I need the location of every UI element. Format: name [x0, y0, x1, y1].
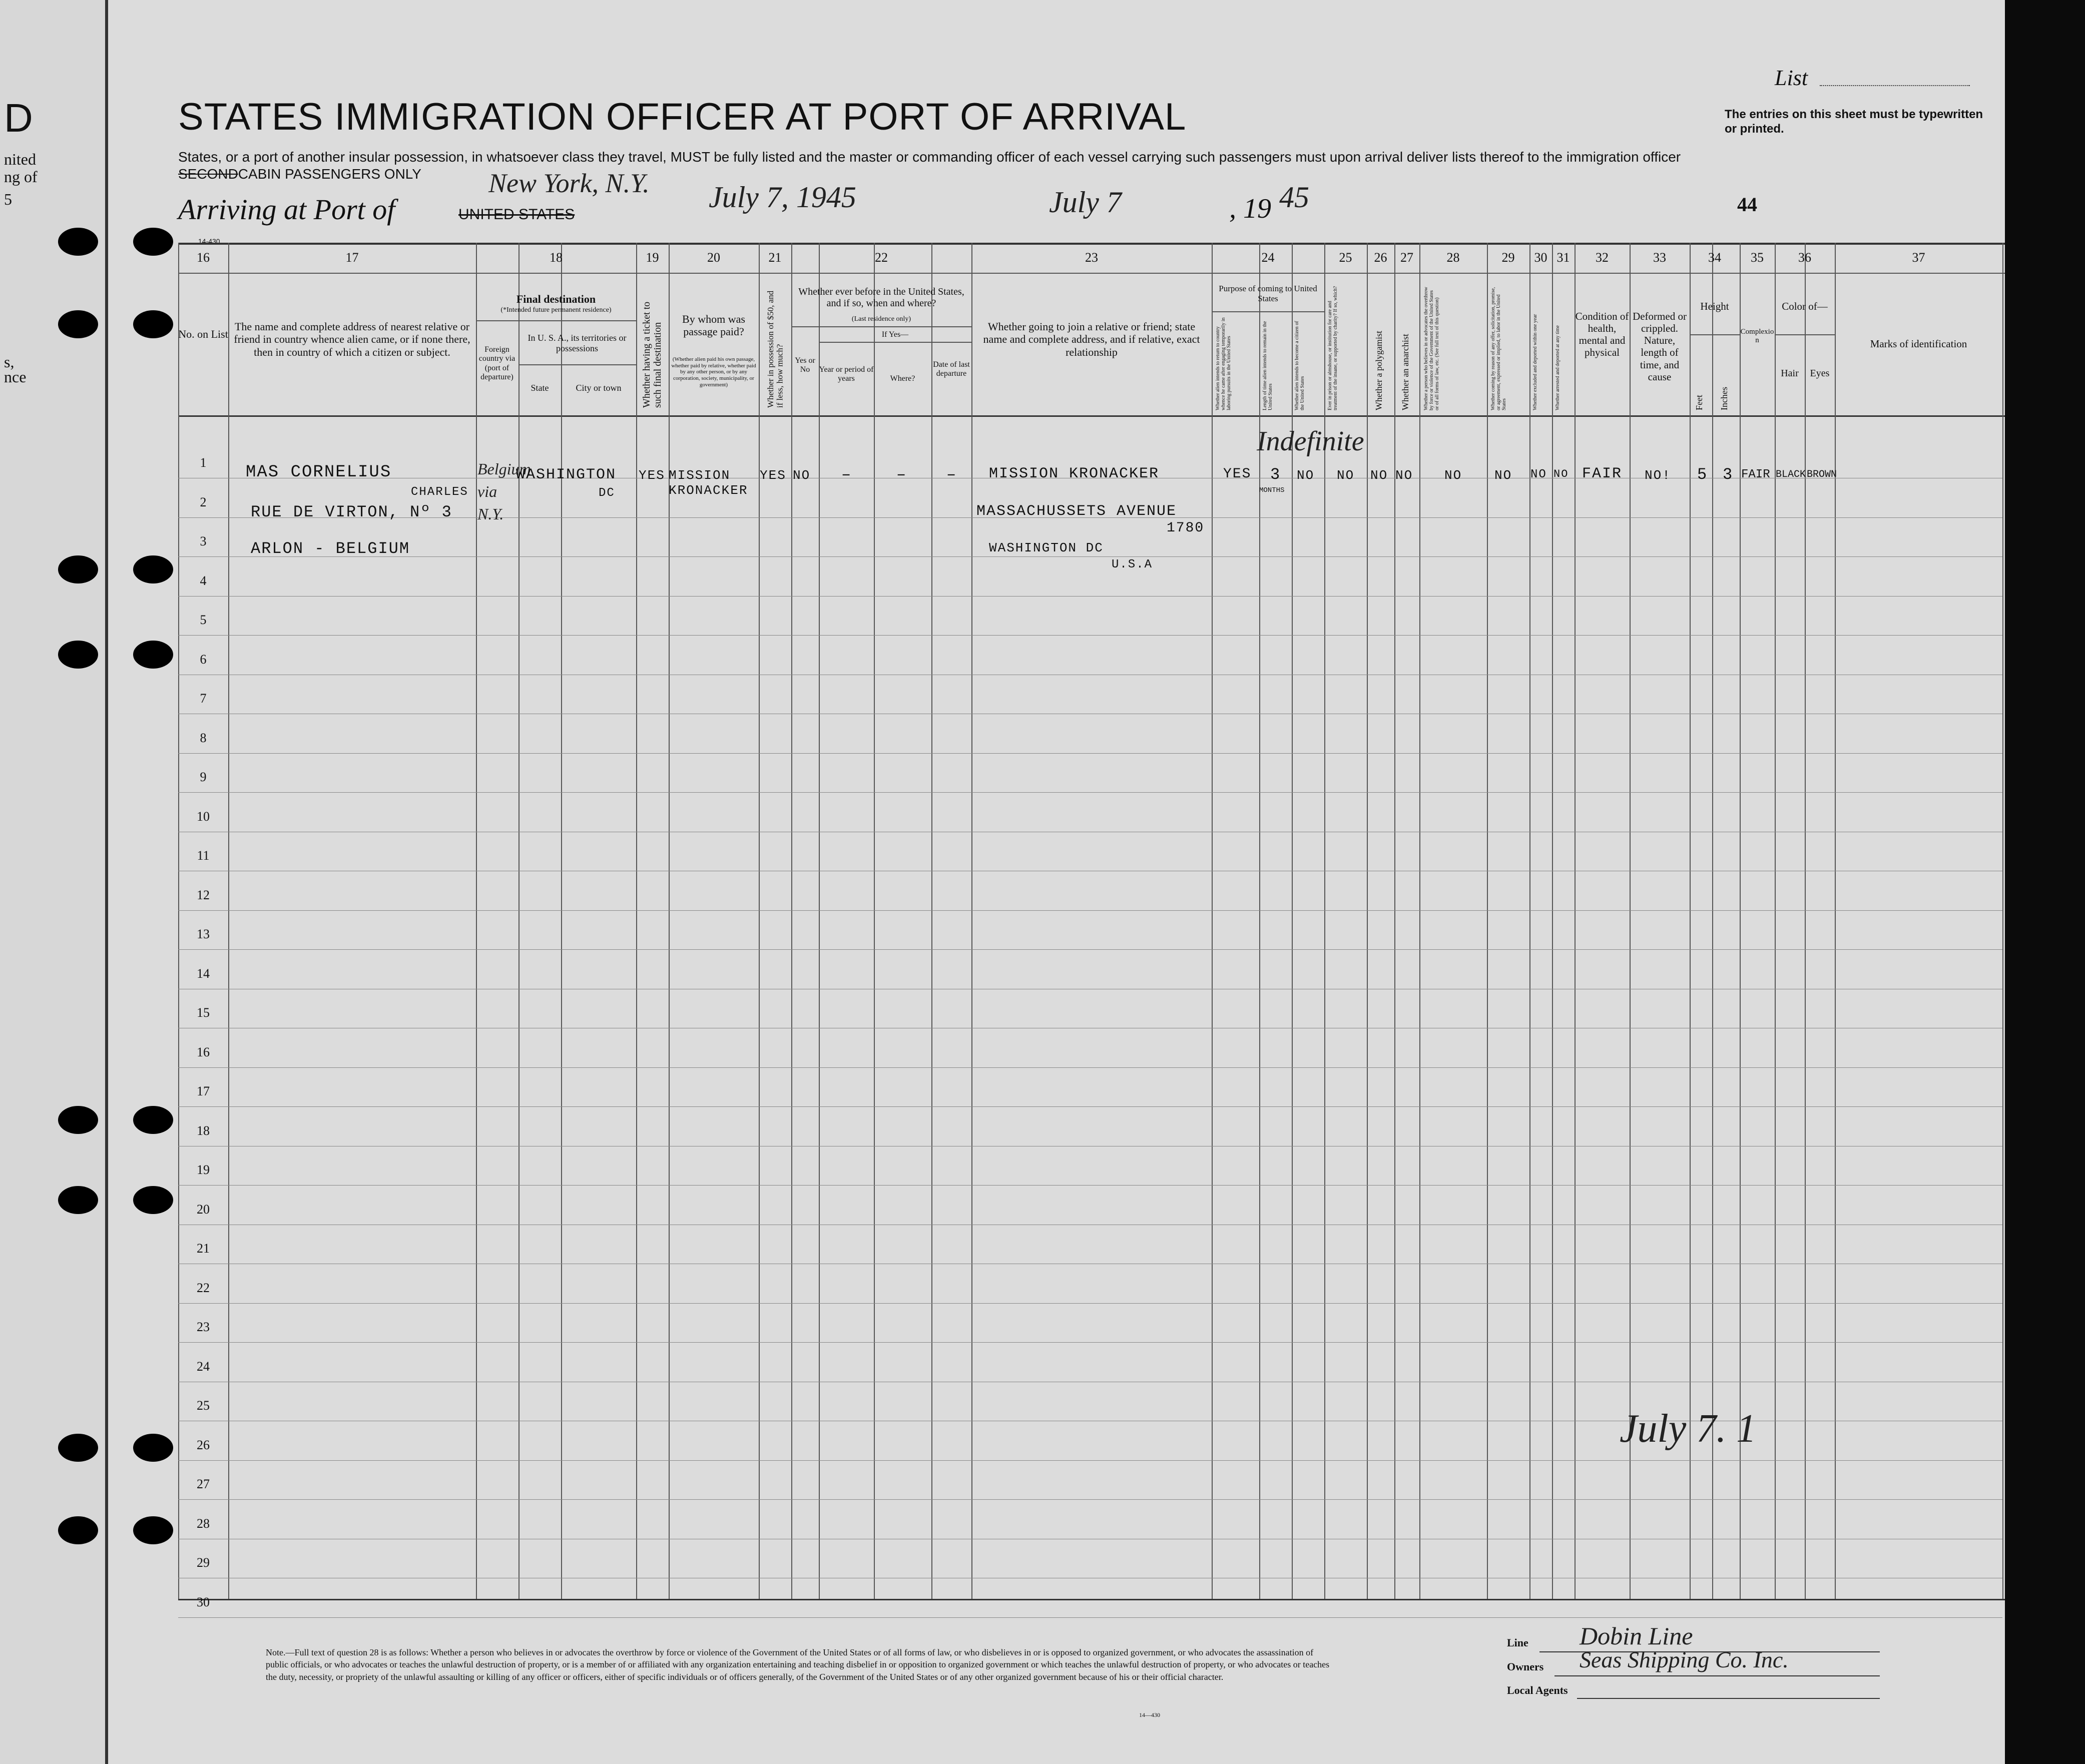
row-number: 9 [200, 770, 207, 784]
column-rule [2002, 243, 2003, 1599]
punch-hole [58, 228, 98, 256]
owners-value: Seas Shipping Co. Inc. [1580, 1647, 1789, 1672]
header-state: State [531, 383, 549, 393]
health-answer: FAIR [1582, 465, 1623, 482]
header-excluded: Whether excluded and deported within one year [1532, 314, 1538, 410]
relative-address: RUE DE VIRTON, Nº 3 [251, 503, 452, 521]
arrival-date-handwritten: July 7 [1049, 186, 1122, 219]
header-complexion: Complexion [1740, 328, 1774, 345]
column-number: 30 [1534, 250, 1547, 265]
column-number: 34 [1708, 250, 1721, 265]
header-final-destination-sub: (*Intended future permanent residence) [500, 306, 612, 314]
header-height: Height [1700, 300, 1729, 312]
column-number: 18 [550, 250, 563, 265]
header-year-period: Year or period of years [819, 365, 874, 383]
header-bottom-rule [178, 415, 2005, 417]
local-agents-underline [1577, 1698, 1880, 1699]
form-code-top: 14-430 [198, 237, 220, 245]
owners-underline [1554, 1675, 1880, 1676]
before-us-answer: NO [793, 468, 811, 483]
punch-hole [58, 1434, 98, 1462]
dash: – [896, 465, 907, 484]
row-number: 8 [200, 731, 207, 745]
header-color-of: Color of— [1782, 300, 1828, 312]
punch-hole [133, 1106, 173, 1134]
row-rule [178, 949, 2002, 950]
row-number: 19 [197, 1162, 210, 1177]
punch-hole [133, 310, 173, 338]
row-number: 28 [197, 1516, 210, 1531]
header-final-destination: Final destination [516, 293, 596, 305]
column-number: 32 [1596, 250, 1609, 265]
row-number: 7 [200, 691, 207, 706]
row-rule [178, 1460, 2002, 1461]
arriving-port-handwritten: New York, N.Y. [488, 168, 650, 198]
header-subrule [791, 326, 971, 327]
row-number: 10 [197, 809, 210, 824]
destination-city: DC [599, 486, 615, 500]
manifest-sheet [108, 0, 2005, 1764]
line-value: Dobin Line [1580, 1622, 1693, 1650]
column-rule [874, 243, 875, 1599]
header-feet: Feet [1694, 395, 1704, 410]
question-29-answer: NO [1494, 468, 1512, 483]
row-number: 2 [200, 495, 207, 509]
column-rule [1212, 243, 1213, 1599]
header-where: Where? [890, 374, 915, 383]
relative-city-country: ARLON - BELGIUM [251, 539, 410, 558]
row-number: 23 [197, 1320, 210, 1334]
column-rule [518, 243, 519, 1599]
row-number: 5 [200, 613, 207, 627]
fifty-dollars-answer: YES [760, 468, 786, 483]
punch-hole [58, 641, 98, 669]
header-ever-before-us: Whether ever before in the United States, and if so, when and where? [798, 286, 964, 309]
column-rule [228, 243, 229, 1599]
column-rule [1630, 243, 1631, 1599]
dash: – [841, 465, 852, 484]
anarchist-answer: NO [1395, 468, 1413, 483]
relative-name-cont: CHARLES [411, 485, 468, 499]
column-rule [971, 243, 972, 1599]
header-hair: Hair [1781, 368, 1799, 379]
length-number: 3 [1270, 465, 1281, 484]
header-foreign-via: Foreign country via (port of departure) [478, 345, 515, 382]
column-number: 19 [646, 250, 659, 265]
column-number: 22 [875, 250, 888, 265]
list-note: The entries on this sheet must be typewritten or printed. [1725, 108, 1983, 136]
column-rule [1394, 243, 1395, 1599]
column-rule [1552, 243, 1553, 1599]
column-rule [1712, 243, 1713, 1599]
column-number-rule [178, 273, 2005, 274]
join-street: MASSACHUSSETS AVENUE [976, 503, 1177, 520]
column-rule [669, 243, 670, 1599]
header-question-28: Whether a person who believes in or advocates the overthrow by force or violence of the Government of the United States or of all forms of law, etc. (See full text of this question) [1423, 287, 1440, 410]
header-subrule [476, 320, 636, 321]
row-number: 27 [197, 1477, 210, 1491]
table-top-rule [178, 243, 2005, 245]
row-number: 17 [197, 1084, 210, 1098]
header-length-of-time: Length of time alien intends to remain in the United States [1262, 321, 1273, 410]
join-city: WASHINGTON DC [989, 540, 1104, 555]
list-number-line [1820, 85, 1970, 86]
line-label: Line [1507, 1636, 1528, 1649]
deformed-answer: NO! [1645, 468, 1671, 483]
column-rule [1529, 243, 1530, 1599]
column-number: 20 [707, 250, 720, 265]
fragment-text: ng of [4, 168, 38, 186]
page-number: 44 [1737, 193, 1757, 216]
join-name: MISSION KRONACKER [989, 465, 1160, 482]
question-30-answer: NO [1530, 468, 1547, 481]
bottom-handwritten-date: July 7. 1 [1620, 1407, 1757, 1451]
row-number: 3 [200, 534, 207, 548]
row-rule [178, 1342, 2002, 1343]
column-number: 16 [197, 250, 210, 265]
row-rule [178, 596, 2002, 597]
header-passage-paid-sub: (Whether alien paid his own passage, whether paid by relative, whether paid by any other person, or by any corporation, society, municipality, or government) [671, 356, 756, 388]
header-polygamist: Whether a polygamist [1374, 331, 1384, 410]
header-health: Condition of health, mental and physical [1575, 310, 1629, 359]
punch-hole [133, 1516, 173, 1544]
join-country: U.S.A [1112, 558, 1153, 571]
row-number: 29 [197, 1555, 210, 1570]
header-nearest-relative: The name and complete address of nearest relative or friend in country whence alien came, or if none there, then in country of which a citizen or subject. [234, 320, 470, 358]
header-subrule [1212, 311, 1324, 312]
punch-hole [133, 1186, 173, 1214]
citizen-answer: NO [1297, 468, 1315, 483]
header-labor-offer: Whether coming by reason of any offer, solicitation, promise, or agreement, expressed or implied, to labor in the United States [1490, 287, 1507, 410]
row-number: 24 [197, 1359, 210, 1374]
column-rule [1805, 243, 1806, 1599]
question-28-note: Note.—Full text of question 28 is as follows: Whether a person who believes in or advocates the overthrow by force or violence of the Government of the United States or of all forms of law, or who disbelieves in or is opposed to organized government, or who advocates the assassination of public officials, or who advocates or teaches the unlawful destruction of property, or is a member of or affiliated with any organization entertaining and teaching disbelief in or opposition to organized government or which teaches the unlawful destruction of property, or who advocates or teaches the duty, necessity, or propriety of the unlawful assaulting or killing of any officer or officers, either of specific individuals or of officers generally, of the Government of the United States or of any other organized government because of his or their official character. [266, 1647, 1330, 1682]
header-last-departure: Date of last departure [933, 360, 970, 378]
column-number: 36 [1798, 250, 1811, 265]
sailing-date-handwritten: July 7, 1945 [709, 181, 856, 214]
punch-hole [58, 1516, 98, 1544]
row-number: 26 [197, 1438, 210, 1452]
row-rule [178, 1185, 2002, 1186]
row-number: 22 [197, 1281, 210, 1295]
column-number: 21 [768, 250, 782, 265]
header-subrule [819, 342, 971, 343]
class-text: CABIN PASSENGERS ONLY [238, 166, 421, 182]
row-number: 21 [197, 1241, 210, 1256]
passage-paid-by: MISSION [669, 468, 731, 483]
header-deformed: Deformed or crippled. Nature, length of time, and cause [1633, 310, 1687, 383]
column-number: 37 [1912, 250, 1925, 265]
row-number: 4 [200, 573, 207, 588]
column-number: 26 [1374, 250, 1387, 265]
header-prison: Ever in prison or almshouse, or institution for care and treatment of the insane, or supported by charity? If so, which? [1327, 286, 1338, 410]
row-number: 16 [197, 1045, 210, 1059]
row-number: 12 [197, 888, 210, 902]
column-number: 25 [1339, 250, 1352, 265]
punch-hole [58, 310, 98, 338]
header-city: City or town [576, 383, 622, 393]
year-prefix: , 19 [1229, 193, 1271, 224]
header-purpose: Purpose of coming to United States [1219, 284, 1317, 303]
fragment-text: s, [4, 353, 15, 371]
column-rule [1487, 243, 1488, 1599]
column-number: 31 [1556, 250, 1570, 265]
row-number: 13 [197, 927, 210, 941]
length-unit: MONTHS [1259, 486, 1285, 494]
dash: – [946, 465, 957, 484]
header-subrule [1690, 334, 1740, 335]
return-answer: YES [1223, 466, 1252, 482]
row-number: 14 [197, 966, 210, 981]
header-anarchist: Whether an anarchist [1400, 334, 1410, 410]
polygamist-answer: NO [1370, 468, 1388, 483]
punch-hole [58, 1106, 98, 1134]
column-rule [931, 243, 932, 1599]
row-rule [178, 1106, 2002, 1107]
page-title: STATES IMMIGRATION OFFICER AT PORT OF ARRIVAL [178, 96, 1187, 138]
arriving-port-struck: UNITED STATES [458, 206, 575, 223]
hair-answer: BLACK [1776, 469, 1806, 480]
header-last-residence: (Last residence only) [851, 315, 911, 323]
fragment-letter: D [4, 96, 33, 140]
column-number: 33 [1653, 250, 1666, 265]
row-rule [178, 1617, 2002, 1618]
punch-hole [133, 641, 173, 669]
row-rule [178, 1303, 2002, 1304]
row-rule [178, 910, 2002, 911]
header-subrule [518, 364, 636, 365]
column-rule [636, 243, 637, 1599]
question-28-answer: NO [1444, 468, 1462, 483]
header-no-on-list: No. on List [178, 328, 228, 340]
instructions-text: States, or a port of another insular possession, in whatsoever class they travel, MUST be fully listed and the master or commanding officer of each vessel carrying such passengers must upon arrival deliver lists thereof to the immigration officer [178, 149, 1681, 165]
column-number: 17 [345, 250, 359, 265]
join-number: 1780 [1167, 520, 1205, 536]
table-bottom-rule [178, 1599, 2005, 1600]
header-eyes: Eyes [1810, 368, 1830, 379]
header-deported: Whether arrested and deported at any time [1555, 325, 1560, 410]
foreign-via-handwritten: Belgium via N.Y. [477, 460, 531, 523]
column-rule [1835, 243, 1836, 1599]
eyes-answer: BROWN [1807, 469, 1837, 480]
class-strike: SECOND [178, 166, 238, 182]
passage-paid-by-cont: KRONACKER [669, 483, 748, 498]
punch-hole [133, 228, 173, 256]
header-ticket: Whether having a ticket to such final destination [641, 301, 663, 408]
row-rule [178, 753, 2002, 754]
header-join-relative: Whether going to join a relative or friend; state name and complete address, and if relative, exact relationship [983, 320, 1200, 358]
relative-name: MAS CORNELIUS [246, 463, 392, 482]
row-number: 1 [200, 455, 207, 470]
header-if-yes: If Yes— [881, 330, 909, 339]
punch-hole [133, 1434, 173, 1462]
arriving-label: Arriving at Port of [178, 193, 395, 226]
header-in-usa: In U. S. A., its territories or possessions [528, 333, 627, 353]
length-handwritten: Indefinite [1257, 426, 1364, 457]
previous-page-edge [0, 0, 108, 1764]
punch-hole [58, 1186, 98, 1214]
header-return-country: Whether alien intends to return to country whence he came after engaging temporarily in laboring pursuits in the United States [1215, 317, 1232, 410]
local-agents-label: Local Agents [1507, 1684, 1568, 1696]
row-rule [178, 635, 2002, 636]
column-rule [1419, 243, 1420, 1599]
row-rule [178, 792, 2002, 793]
column-rule [476, 243, 477, 1599]
header-marks: Marks of identification [1870, 338, 1967, 350]
punch-hole [133, 555, 173, 583]
row-number: 25 [197, 1398, 210, 1413]
height-feet: 5 [1697, 465, 1708, 484]
fragment-text: nited [4, 150, 36, 168]
height-inches: 3 [1723, 465, 1734, 484]
column-number: 27 [1400, 250, 1413, 265]
class-line [178, 166, 421, 182]
column-rule [1367, 243, 1368, 1599]
row-number: 18 [197, 1123, 210, 1138]
column-rule [1775, 243, 1776, 1599]
header-yes-no: Yes or No [795, 356, 815, 374]
header-subrule [1775, 334, 1835, 335]
row-number: 11 [197, 848, 210, 863]
header-fifty-dollars: Whether in possession of $50, and if less, how much? [766, 290, 785, 408]
prison-answer: NO [1337, 468, 1355, 483]
column-rule [819, 243, 820, 1599]
column-number: 23 [1085, 250, 1098, 265]
column-number: 35 [1751, 250, 1764, 265]
column-rule [1740, 243, 1741, 1599]
row-rule [178, 1499, 2002, 1500]
header-inches: Inches [1719, 387, 1729, 410]
column-rule [759, 243, 760, 1599]
form-code: 14—430 [1139, 1711, 1160, 1718]
row-rule [178, 556, 2002, 557]
column-number: 24 [1261, 250, 1275, 265]
column-rule [1690, 243, 1691, 1599]
column-rule [178, 243, 179, 1599]
year-handwritten: 45 [1279, 181, 1309, 214]
row-number: 6 [200, 652, 207, 667]
question-31-answer: NO [1553, 468, 1569, 480]
complexion-answer: FAIR [1741, 468, 1770, 481]
list-label: List [1775, 66, 1808, 90]
fragment-text: 5 [4, 190, 12, 208]
header-become-citizen: Whether alien intends to become a citizen of the United States [1294, 321, 1305, 410]
column-rule [561, 243, 562, 1599]
row-rule [178, 1067, 2002, 1068]
column-rule [1575, 243, 1576, 1599]
owners-label: Owners [1507, 1660, 1544, 1673]
fragment-text: nce [4, 368, 27, 386]
ticket-answer: YES [639, 468, 665, 483]
column-number: 28 [1446, 250, 1460, 265]
row-number: 20 [197, 1202, 210, 1217]
row-number: 15 [197, 1005, 210, 1020]
column-number: 29 [1501, 250, 1515, 265]
column-rule [791, 243, 792, 1599]
destination-state: WASHINGTON [516, 466, 617, 483]
header-passage-paid: By whom was passage paid? [682, 313, 745, 338]
punch-hole [58, 555, 98, 583]
row-number: 30 [197, 1595, 210, 1609]
